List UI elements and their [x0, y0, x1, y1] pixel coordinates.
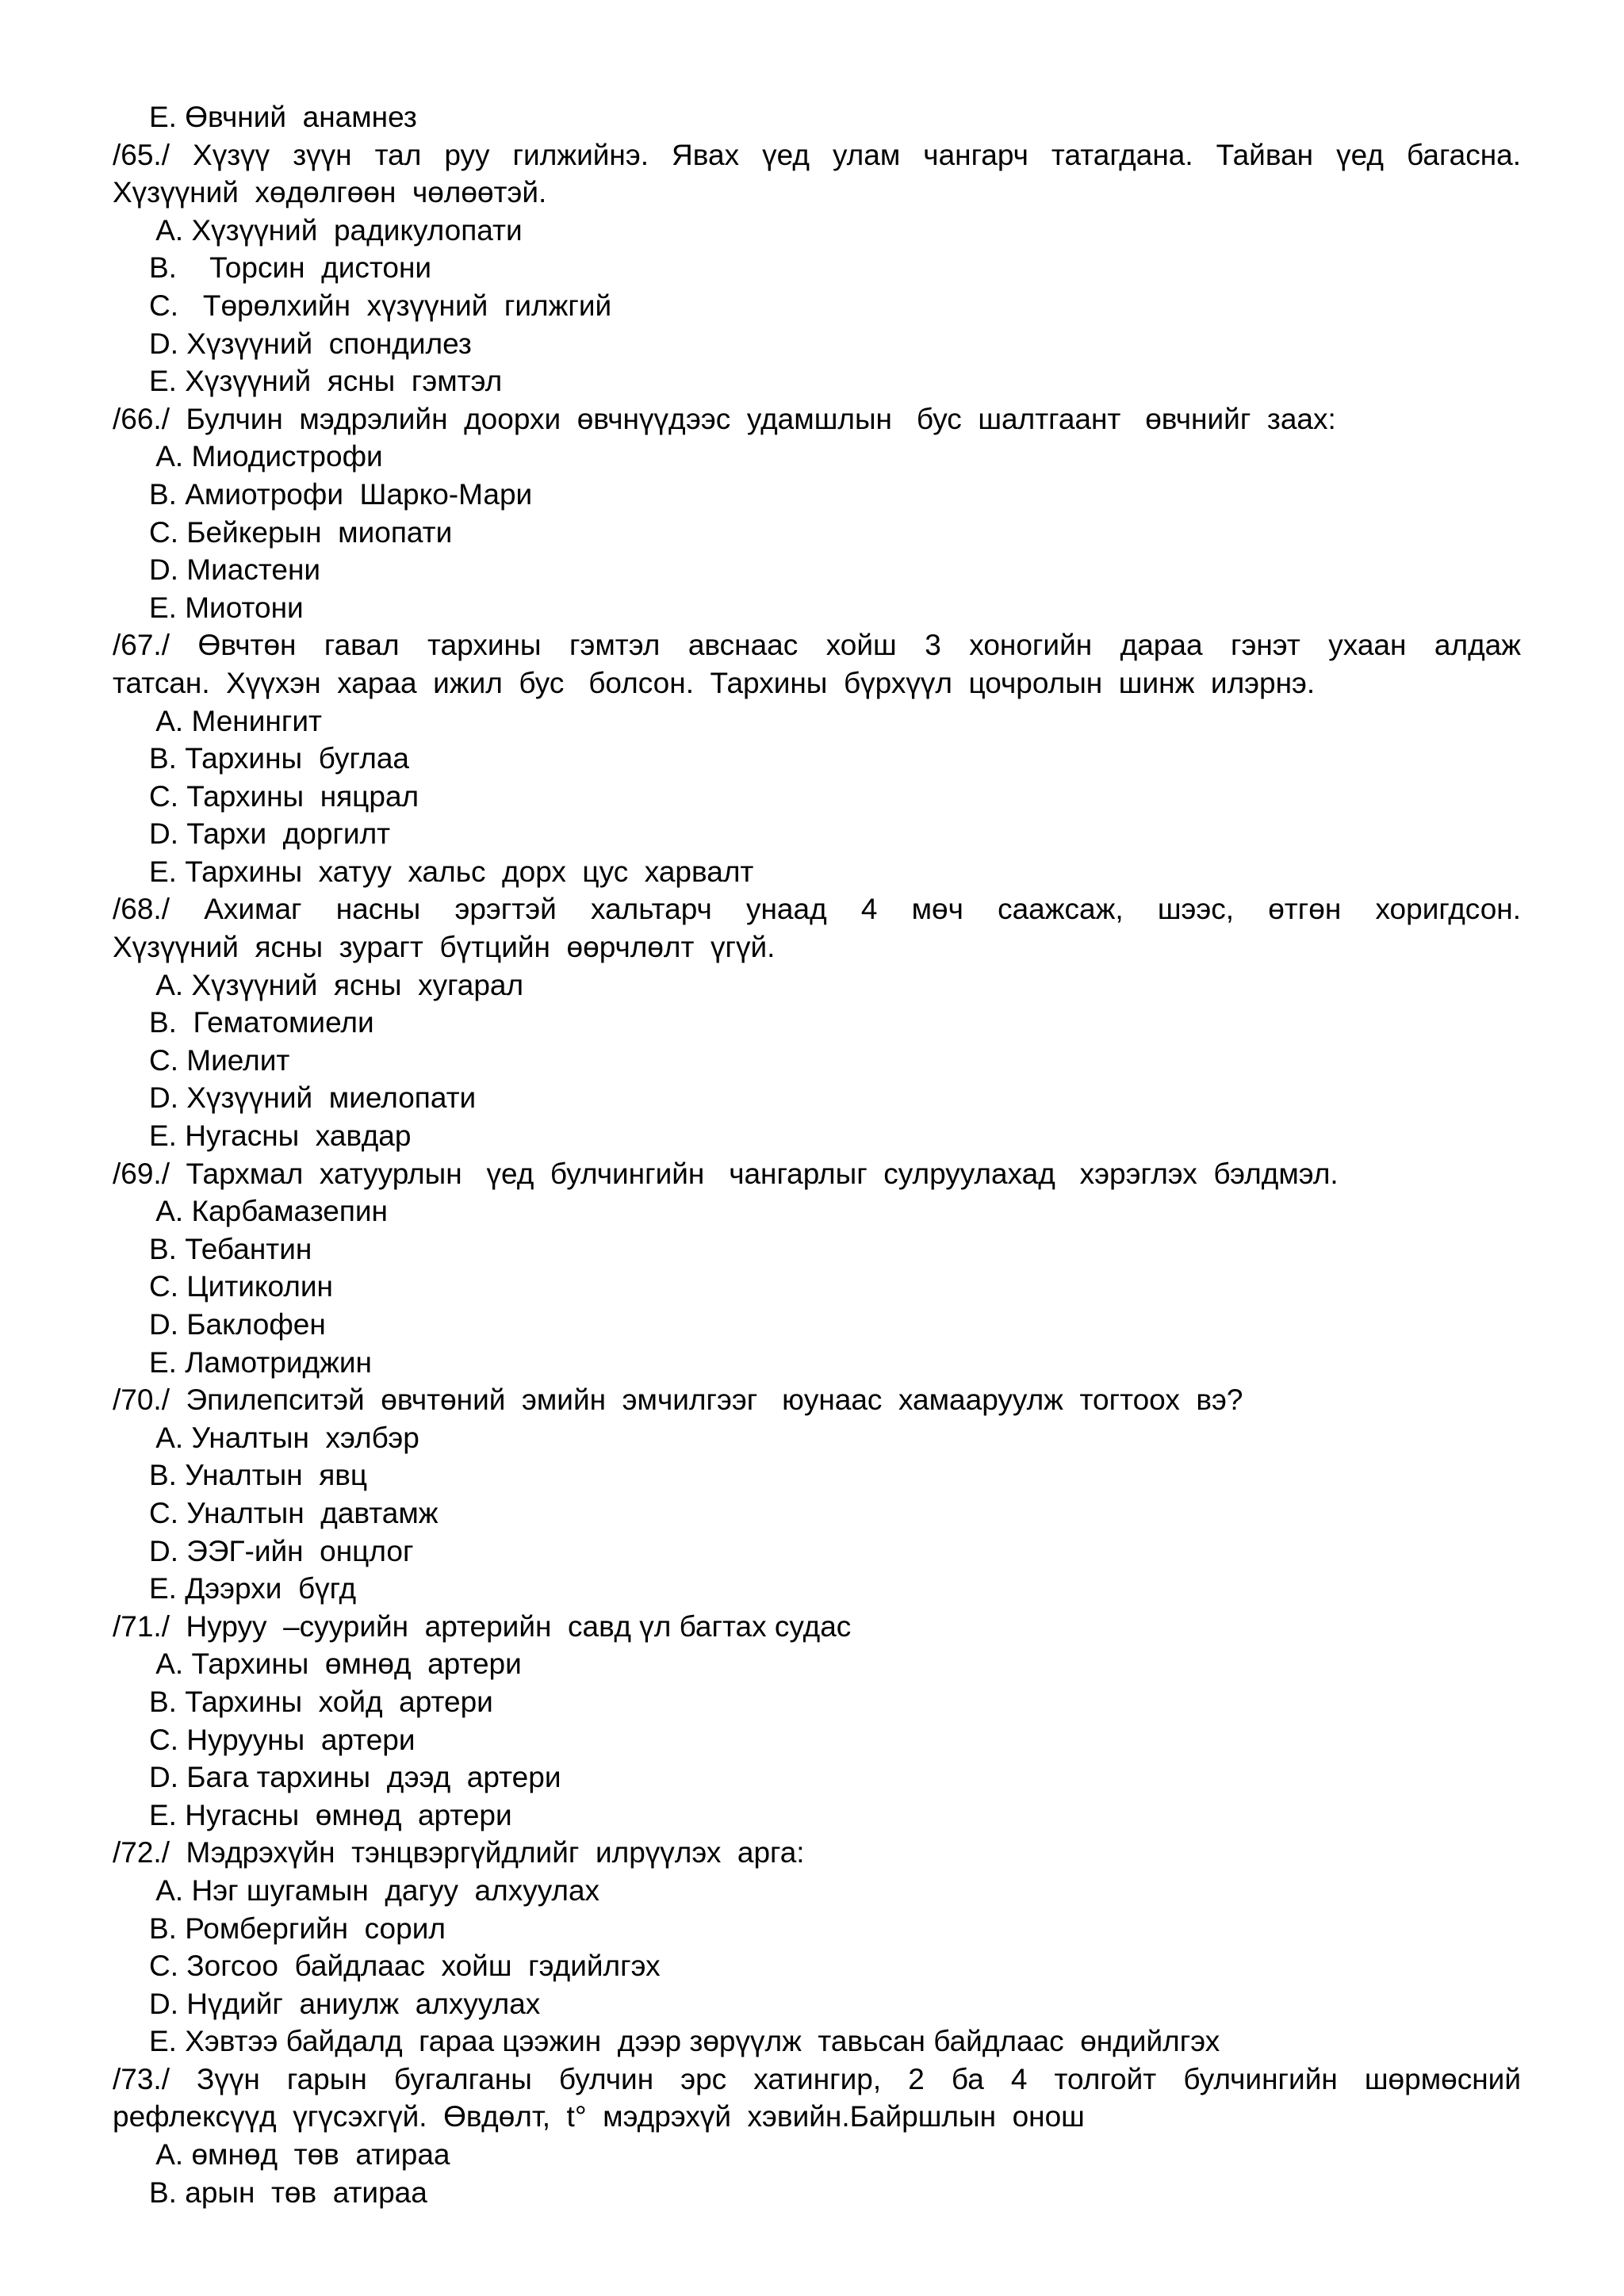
question-line: рефлексүүд үгүсэхгүй. Өвдөлт, t° мэдрэхүй хэвийн.Байршлын онош	[113, 2100, 1085, 2133]
question-line: Хүзүүний хөдөлгөөн чөлөөтэй.	[113, 176, 547, 209]
option-line: E. Хүзүүний ясны гэмтэл	[149, 365, 503, 398]
option-line: E. Тархины хатуу хальс дорх цус харвалт	[149, 855, 754, 888]
option-line: C. Төрөлхийн хүзүүний гилжгий	[149, 289, 612, 322]
question-line: татсан. Хүүхэн хараа ижил бус болсон. Тархины бүрхүүл цочролын шинж илэрнэ.	[113, 666, 1316, 699]
option-line: A. Хүзүүний радикулопати	[149, 213, 523, 247]
option-line: B. Торсин дистони	[149, 251, 432, 285]
option-line: D. Тархи доргилт	[149, 817, 391, 851]
option-line: D. Нүдийг аниулж алхуулах	[149, 1987, 541, 2020]
question-line: /65./ Хүзүү зүүн тал руу гилжийнэ. Явах үед улам чангарч татагдана. Тайван үед багасна.	[113, 138, 1521, 171]
option-line: A. өмнөд төв атираа	[149, 2138, 450, 2172]
option-line: B. Ромбергийн сорил	[149, 1911, 446, 1945]
question-line: /70./ Эпилепситэй өвчтөний эмийн эмчилгээг юунаас хамааруулж тогтоох вэ?	[113, 1383, 1243, 1417]
option-line: D. Бага тархины дээд артери	[149, 1761, 561, 1794]
question-line: /72./ Мэдрэхүйн тэнцвэргүйдлийг илрүүлэх арга:	[113, 1836, 805, 1869]
option-line: D. Баклофен	[149, 1308, 326, 1341]
option-line: A. Уналтын хэлбэр	[149, 1421, 419, 1454]
question-line: /71./ Нуруу –суурийн артерийн савд үл багтах судас	[113, 1609, 852, 1643]
option-line: E. Нугасны хавдар	[149, 1119, 412, 1153]
option-line: E. Хэвтээ байдалд гараа цээжин дээр зөрүүлж тавьсан байдлаас өндийлгэх	[149, 2025, 1220, 2058]
option-line: A. Хүзүүний ясны хугарал	[149, 968, 524, 1001]
option-line: B. Тархины буглаа	[149, 742, 409, 775]
option-line: B. Тархины хойд артери	[149, 1685, 493, 1718]
option-line: A. Менингит	[149, 704, 322, 737]
option-line: B. Тебантин	[149, 1232, 312, 1265]
option-line: C. Цитиколин	[149, 1270, 333, 1303]
question-line: Хүзүүний ясны зурагт бүтцийн өөрчлөлт үгүй.	[113, 931, 776, 964]
option-line: A. Тархины өмнөд артери	[149, 1647, 522, 1681]
option-line: C. Нурууны артери	[149, 1723, 416, 1756]
question-line: /67./ Өвчтөн гавал тархины гэмтэл авснаас хойш 3 хоногийн дараа гэнэт ухаан алдаж	[113, 629, 1521, 662]
option-line: D. ЭЭГ-ийн онцлог	[149, 1534, 414, 1567]
document-page	[113, 98, 1521, 2211]
option-line: B. Гематомиели	[149, 1006, 374, 1039]
option-line: A. Миодистрофи	[149, 440, 383, 473]
option-line: D. Хүзүүний миелопати	[149, 1081, 477, 1115]
option-line: A. Карбамазепин	[149, 1195, 388, 1228]
question-line: /69./ Тархмал хатуурлын үед булчингийн чангарлыг сулруулахад хэрэглэх бэлдмэл.	[113, 1157, 1339, 1190]
option-line: E. Ламотриджин	[149, 1345, 372, 1379]
option-line: B. Амиотрофи Шарко-Мари	[149, 477, 533, 511]
question-line: /73./ Зүүн гарын бугалганы булчин эрс хатингир, 2 ба 4 толгойт булчингийн шөрмөсний	[113, 2062, 1521, 2095]
option-line: C. Бейкерын миопати	[149, 515, 453, 549]
option-line: B. арын төв атираа	[149, 2175, 427, 2209]
question-line: /68./ Ахимаг насны эрэгтэй хальтарч унаад 4 мөч саажсаж, шээс, өтгөн хоригдсон.	[113, 893, 1521, 926]
question-line: /66./ Булчин мэдрэлийн доорхи өвчнүүдээс удамшлын бус шалтгаант өвчнийг заах:	[113, 402, 1336, 435]
option-line: C. Тархины няцрал	[149, 779, 419, 813]
option-line: D. Хүзүүний спондилез	[149, 327, 472, 360]
option-line: E. Миотони	[149, 591, 304, 624]
option-line: C. Миелит	[149, 1043, 290, 1077]
option-line: C. Зогсоо байдлаас хойш гэдийлгэх	[149, 1950, 661, 1983]
option-line: B. Уналтын явц	[149, 1459, 368, 1492]
option-line: C. Уналтын давтамж	[149, 1496, 439, 1529]
option-line: E. Нугасны өмнөд артери	[149, 1798, 512, 1831]
option-line: D. Миастени	[149, 553, 321, 587]
option-line: E. Дээрхи бүгд	[149, 1572, 357, 1605]
option-line: A. Нэг шугамын дагуу алхуулах	[149, 1873, 600, 1907]
option-line: E. Өвчний анамнез	[149, 101, 417, 133]
